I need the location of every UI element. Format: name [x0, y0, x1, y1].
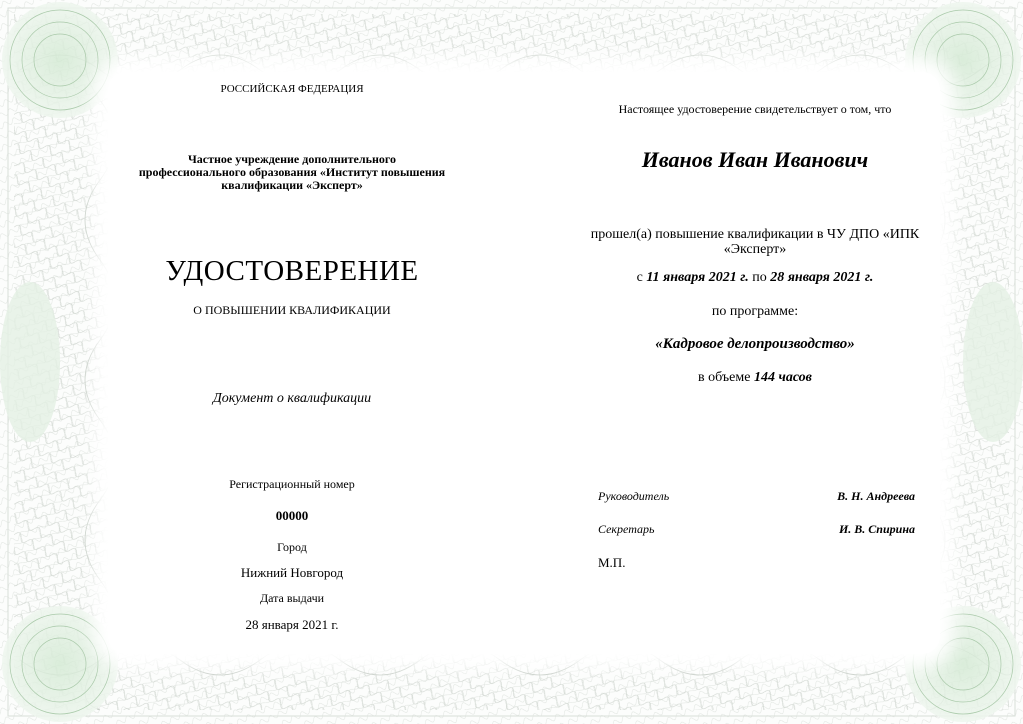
- issue-date-label: Дата выдачи: [259, 591, 325, 605]
- issue-date-value: 28 января 2021 г.: [245, 617, 339, 632]
- stamp-place-mark: М.П.: [598, 555, 626, 570]
- registration-label: Регистрационный номер: [229, 477, 355, 491]
- city-label: Город: [277, 540, 307, 554]
- director-name: В. Н. Андреева: [837, 489, 915, 503]
- document-subtitle: О ПОВЫШЕНИИ КВАЛИФИКАЦИИ: [193, 303, 391, 317]
- org-line-2: профессионального образования «Институт повышения: [138, 165, 446, 179]
- program-name: «Кадровое делопроизводство»: [655, 336, 855, 352]
- period-to-word: по: [752, 270, 767, 285]
- volume-prefix: в объеме: [698, 370, 751, 385]
- training-period: [570, 270, 940, 286]
- period-end-date: 28 января 2021 г.: [770, 270, 874, 285]
- director-role: Руководитель: [598, 489, 670, 503]
- document-title: УДОСТОВЕРЕНИЕ: [165, 255, 419, 287]
- secretary-name: И. В. Спирина: [838, 522, 915, 536]
- registration-number: 00000: [275, 508, 309, 523]
- certificate-intro: Настоящее удостоверение свидетельствует о том, что: [618, 102, 892, 116]
- city-value: Нижний Новгород: [240, 565, 344, 580]
- passed-training-text: [570, 227, 940, 257]
- org-line-1: Частное учреждение дополнительного: [187, 152, 397, 166]
- volume-value: 144 часов: [753, 370, 812, 385]
- holder-name: Иванов Иван Иванович: [641, 147, 869, 172]
- training-volume: [570, 370, 940, 386]
- document-type: Документ о квалификации: [212, 391, 372, 406]
- program-label: по программе:: [711, 304, 799, 319]
- organization-name: [112, 153, 472, 192]
- org-line-3: квалификации «Эксперт»: [221, 178, 363, 192]
- period-from-word: с: [636, 270, 643, 285]
- country-name: РОССИЙСКАЯ ФЕДЕРАЦИЯ: [220, 83, 364, 95]
- period-start-date: 11 января 2021 г.: [646, 270, 749, 285]
- secretary-role: Секретарь: [598, 522, 655, 536]
- passed-line-1: прошел(а) повышение квалификации в ЧУ ДПО «ИПК: [590, 227, 920, 242]
- passed-line-2: «Эксперт»: [723, 242, 787, 257]
